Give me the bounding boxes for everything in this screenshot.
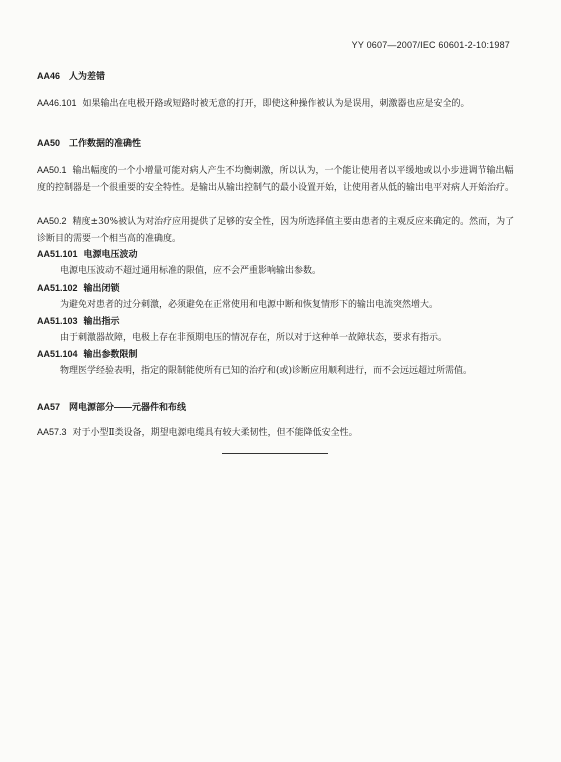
clause-text: 输出幅度的一个小增量可能对病人产生不均衡刺激，所以认为，一个能让使用者以平缓地或以小步进调节输出幅度的控制器是一个很重要的安全特性。是输出从输出控制气的最小设置开始，让使用者从低的输出电平对病人开始治疗。 [37,166,515,193]
clause-aa46-101 [37,95,515,113]
clause-number: AA51.103 [37,316,78,326]
clause-aa50-1 [37,162,515,196]
heading-aa57: AA57 网电源部分——元器件和布线 [37,402,187,412]
clause-aa51-102 [37,280,515,313]
heading-aa50: AA50 工作数据的准确性 [37,138,142,148]
clause-text: 对于小型Ⅱ类设备，期望电源电缆具有较大柔韧性，但不能降低安全性。 [72,428,358,438]
clause-text: 电源电压波动不超过通用标准的限值，应不会严重影响输出参数。 [60,265,322,276]
clause-title: 输出参数限制 [83,349,138,359]
clause-number: AA46.101 [37,98,77,108]
clause-aa51-101 [37,246,515,279]
clause-aa50-2 [37,213,515,247]
clause-number: AA50.1 [37,165,67,175]
clause-aa51-104 [37,346,515,379]
clause-title: 输出闭锁 [83,283,120,293]
clause-number: AA51.101 [37,249,78,259]
section-aa50 [37,135,515,152]
clause-aa57-3 [37,424,515,442]
clause-aa51-103 [37,313,515,346]
clause-number: AA51.102 [37,283,78,293]
clause-text: 精度±30%被认为对治疗应用提供了足够的安全性，因为所选择值主要由患者的主观反应来确定的。然而，为了诊断目的需要一个相当高的准确度。 [37,217,515,244]
clause-title: 电源电压波动 [83,249,138,259]
clause-number: AA50.2 [37,216,67,226]
clause-title: 输出指示 [83,316,120,326]
clause-text: 如果输出在电极开路或短路时被无意的打开，即使这种操作被认为是误用，刺激器也应是安全的。 [82,99,470,109]
standard-header: YY 0607—2007/IEC 60601-2-10:1987 [351,40,510,50]
clause-text: 由于刺激器故障，电极上存在非预期电压的情况存在，所以对于这种单一故障状态，要求有指示。 [60,332,448,343]
heading-aa46: AA46 人为差错 [37,71,106,81]
section-aa57 [37,399,515,416]
clause-number: AA51.104 [37,349,78,359]
section-aa46 [37,68,515,85]
clause-text: 物理医学经验表明，指定的限制能使所有已知的治疗和(或)诊断应用顺利进行，而不会远远超过所需值。 [60,365,473,376]
clause-text: 为避免对患者的过分刺激，必须避免在正常使用和电源中断和恢复情形下的输出电流突然增大。 [60,299,439,310]
clause-number: AA57.3 [37,427,67,437]
end-rule [222,453,328,454]
